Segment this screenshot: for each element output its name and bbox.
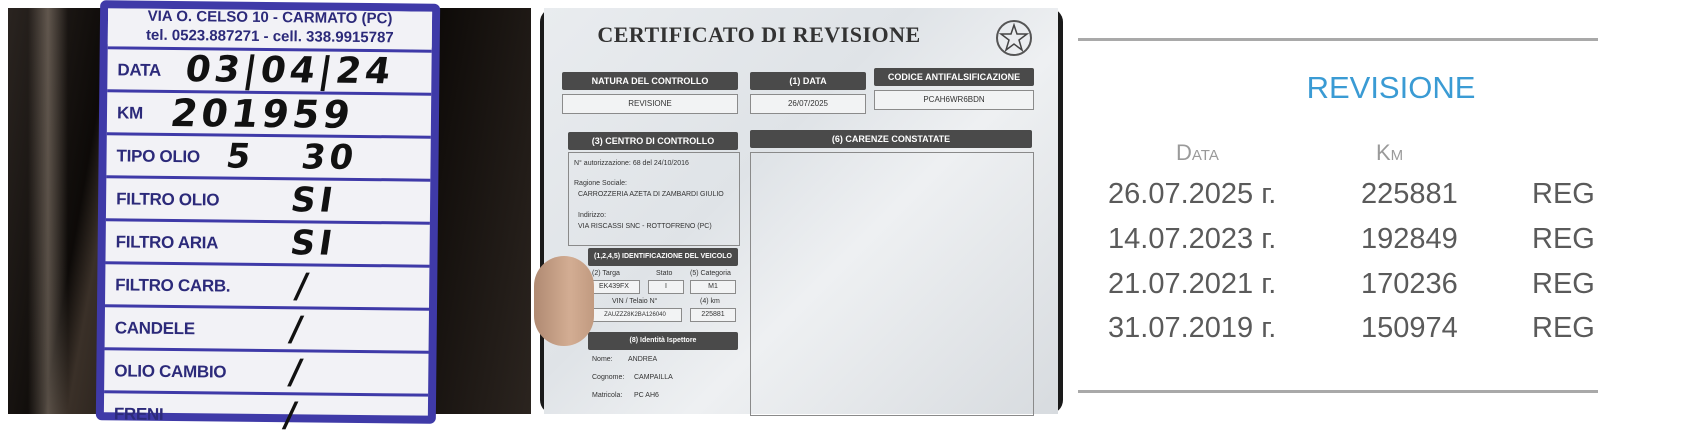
codice-label: CODICE ANTIFALSIFICAZIONE: [874, 68, 1034, 86]
cognome-label: Cognome:: [592, 374, 625, 381]
app-revisione-list: [1076, 0, 1600, 422]
light-reflection: [28, 8, 68, 414]
sticker-row-filtro-aria: [105, 218, 429, 264]
row-label: CANDELE: [114, 318, 195, 339]
natura-value: REVISIONE: [562, 94, 738, 114]
sticker-header: [108, 8, 432, 47]
km-value: 225881: [690, 308, 736, 322]
vin-label: VIN / Telaio N°: [612, 298, 658, 305]
revision-result: REG: [1532, 268, 1595, 300]
row-label: FILTRO CARB.: [115, 275, 231, 296]
oil-change-sticker: [96, 0, 440, 436]
row-label: FRENI: [113, 404, 164, 424]
stato-label: Stato: [656, 270, 673, 277]
italian-emblem-icon: [994, 18, 1034, 58]
sticker-address: VIA O. CELSO 10 - CARMATO (PC): [147, 7, 393, 28]
revision-result: REG: [1532, 178, 1595, 210]
revision-km: 170236: [1361, 268, 1458, 300]
row-value: /: [286, 352, 309, 393]
revision-result: REG: [1532, 223, 1595, 255]
sticker-row-tipo-olio: [106, 132, 430, 178]
bottom-divider: [1078, 390, 1598, 393]
sticker-row-km: [107, 89, 431, 135]
certificate-title: CERTIFICATO DI REVISIONE: [597, 22, 921, 47]
service-sticker-photo: [8, 7, 531, 436]
data-label: (1) DATA: [750, 72, 866, 90]
categoria-value: M1: [690, 280, 736, 294]
cognome-value: CAMPAILLA: [634, 374, 673, 381]
carenze-label: (6) CARENZE CONSTATATE: [750, 130, 1032, 148]
natura-label: NATURA DEL CONTROLLO: [562, 72, 738, 90]
matricola-label: Matricola:: [592, 392, 623, 399]
revision-date: 26.07.2025 г.: [1108, 178, 1277, 210]
vin-value: ZAUZZZ8K2BA126040: [588, 308, 682, 322]
row-label: TIPO OLIO: [116, 146, 200, 167]
sticker-row-filtro-carb: [105, 261, 429, 307]
indirizzo-label: Indirizzo:: [578, 212, 607, 219]
column-header-km: Km: [1376, 140, 1404, 165]
sticker-row-filtro-olio: [106, 175, 430, 221]
row-value: 5 30: [223, 136, 361, 178]
km-label: (4) km: [700, 298, 720, 305]
revision-date: 14.07.2023 г.: [1108, 223, 1277, 255]
matricola-value: PC AH6: [634, 392, 659, 399]
revision-km: 192849: [1361, 223, 1458, 255]
sticker-row-olio-cambio: [104, 347, 428, 393]
carenze-box: [750, 152, 1034, 416]
ragione-value: CARROZZERIA AZETA DI ZAMBARDI GIULIO: [578, 191, 724, 198]
sticker-row-candele: [105, 304, 429, 350]
column-header-data: Data: [1176, 140, 1219, 165]
nome-value: ANDREA: [628, 356, 658, 363]
ident-label: (1,2,4,5) IDENTIFICAZIONE DEL VEICOLO: [588, 248, 738, 266]
row-value: /: [286, 309, 310, 350]
top-divider: [1078, 38, 1598, 41]
row-value: SI: [287, 223, 339, 264]
row-value: /: [292, 266, 315, 307]
codice-value: PCAH6WR6BDN: [874, 90, 1034, 110]
nome-label: Nome:: [592, 356, 613, 363]
row-value: 201959: [167, 91, 357, 137]
sticker-rows: [104, 46, 432, 436]
categoria-label: (5) Categoria: [690, 270, 731, 277]
thumb: [534, 256, 594, 346]
revision-date: 31.07.2019 г.: [1108, 312, 1277, 344]
targa-value: EK439FX: [588, 280, 640, 294]
revision-result: REG: [1532, 312, 1595, 344]
row-value: 03|04|24: [182, 49, 398, 93]
ragione-label: Ragione Sociale:: [574, 180, 627, 187]
certificate-photo: [540, 8, 1063, 414]
row-label: DATA: [117, 60, 162, 80]
targa-label: (2) Targa: [592, 270, 620, 277]
sticker-row-data: [107, 46, 431, 92]
certificate-paper: [544, 8, 1058, 414]
revision-km: 150974: [1361, 312, 1458, 344]
indirizzo-value: VIA RISCASSI SNC - ROTTOFRENO (PC): [578, 223, 712, 230]
autorizzazione-text: N° autorizzazione: 68 del 24/10/2016: [574, 160, 689, 167]
revision-date: 21.07.2021 г.: [1108, 268, 1277, 300]
sticker-phone: tel. 0523.887271 - cell. 338.9915787: [145, 26, 394, 47]
row-label: FILTRO OLIO: [116, 189, 220, 210]
row-label: OLIO CAMBIO: [114, 361, 227, 382]
revision-km: 225881: [1361, 178, 1458, 210]
row-value: /: [280, 395, 304, 436]
row-label: KM: [116, 103, 143, 123]
data-value: 26/07/2025: [750, 94, 866, 114]
section-title: REVISIONE: [1306, 70, 1476, 105]
sticker-row-freni: [104, 390, 428, 436]
stato-value: I: [648, 280, 684, 294]
row-label: FILTRO ARIA: [115, 232, 219, 253]
centro-label: (3) CENTRO DI CONTROLLO: [568, 132, 738, 150]
row-value: SI: [288, 180, 340, 221]
ispettore-label: (8) Identità Ispettore: [588, 332, 738, 350]
